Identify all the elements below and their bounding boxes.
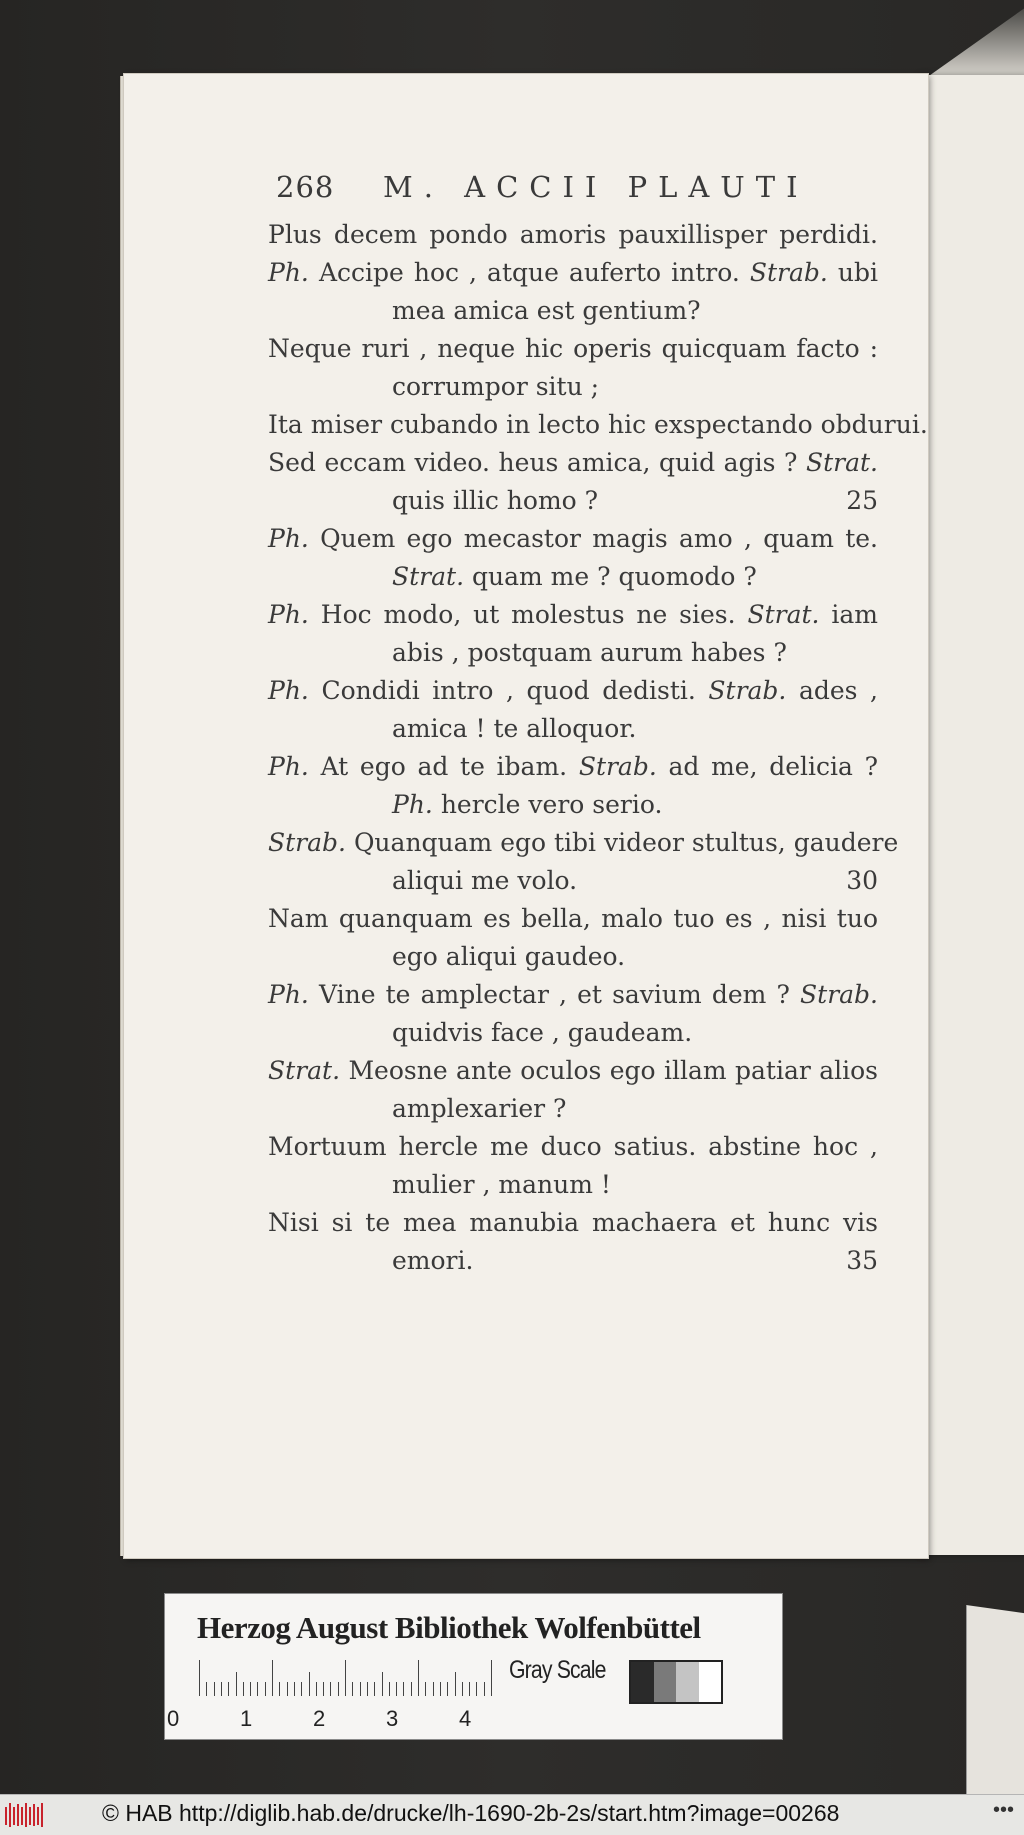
page-header — [276, 170, 876, 210]
ruler-tick — [221, 1682, 222, 1696]
running-head: M. ACCII PLAUTI — [383, 170, 809, 204]
gray-swatch — [676, 1662, 699, 1702]
line-text: amplexarier ? — [392, 1094, 567, 1123]
verse-number: 35 — [846, 1246, 878, 1275]
ruler-tick — [360, 1682, 361, 1696]
verse-number: 25 — [846, 486, 878, 515]
hab-logo-icon[interactable] — [4, 1801, 46, 1829]
ruler-tick — [418, 1660, 419, 1696]
line-text: quis illic homo ? — [392, 486, 599, 515]
ruler-number: 3 — [386, 1706, 399, 1731]
speaker-label: Strat. — [805, 448, 878, 477]
line-text: ades , — [798, 676, 878, 705]
verse-line — [268, 714, 878, 752]
verse-line — [268, 1094, 878, 1132]
ruler-tick — [476, 1682, 477, 1696]
ruler-tick — [257, 1682, 258, 1696]
verse-line — [268, 638, 878, 676]
verse-line — [268, 410, 928, 448]
ruler-tick — [294, 1682, 295, 1696]
speaker-label: Strab. — [268, 828, 346, 857]
verse-line — [268, 486, 878, 524]
ruler-tick — [250, 1682, 251, 1696]
speaker-label: Strab. — [749, 258, 828, 287]
verse-line — [268, 904, 878, 942]
verse-line — [268, 828, 899, 866]
line-text: Accipe hoc , atque auferto intro. — [318, 258, 740, 287]
speaker-label: Strab. — [800, 980, 878, 1009]
ruler-tick — [389, 1682, 390, 1696]
verse-line — [268, 562, 878, 600]
speaker-label: Strat. — [747, 600, 820, 629]
ruler-tick — [396, 1682, 397, 1696]
next-page-top — [926, 0, 1024, 78]
line-text: Quem ego mecastor magis amo , quam te. — [320, 524, 878, 553]
verse-line — [268, 790, 878, 828]
verse-line — [268, 1132, 878, 1170]
ruler — [199, 1660, 491, 1696]
scale-card — [164, 1593, 783, 1740]
ruler-tick — [236, 1672, 237, 1696]
gray-scale-label: Gray Scale — [509, 1656, 606, 1684]
ruler-tick — [309, 1672, 310, 1696]
copyright-link[interactable]: © HAB http://diglib.hab.de/drucke/lh-1690-2b-2s/start.htm?image=00268 — [102, 1800, 840, 1826]
page-number: 268 — [276, 170, 335, 204]
line-text: Mortuum hercle me duco satius. abstine hoc , — [268, 1132, 878, 1161]
verse-line — [268, 524, 878, 562]
ruler-tick — [272, 1660, 273, 1696]
verse-line — [268, 752, 878, 790]
ruler-tick — [491, 1660, 492, 1696]
speaker-label: Ph. — [268, 980, 309, 1009]
line-text: Condidi intro , quod dedisti. — [321, 676, 696, 705]
ruler-tick — [411, 1682, 412, 1696]
verse-number: 30 — [846, 866, 878, 895]
footer-bar — [0, 1794, 1024, 1835]
line-text: mea amica est gentium? — [392, 296, 701, 325]
ruler-tick — [440, 1682, 441, 1696]
speaker-label: Strat. — [268, 1056, 341, 1085]
speaker-label: Ph. — [392, 790, 433, 819]
line-text: Meosne ante oculos ego illam patiar alios — [348, 1056, 878, 1085]
ruler-tick — [199, 1660, 200, 1696]
verse-line — [268, 220, 878, 258]
verse-line — [268, 980, 878, 1018]
line-text: Ita miser cubando in lecto hic exspectando obdurui. — [268, 410, 928, 439]
line-text: abis , postquam aurum habes ? — [392, 638, 787, 667]
line-text: At ego ad te ibam. — [320, 752, 568, 781]
ruler-tick — [316, 1682, 317, 1696]
verse-line — [268, 296, 878, 334]
next-page — [922, 75, 1024, 1555]
ruler-tick — [279, 1682, 280, 1696]
line-text: ubi — [837, 258, 878, 287]
line-text: quidvis face , gaudeam. — [392, 1018, 693, 1047]
line-text: ego aliqui gaudeo. — [392, 942, 626, 971]
verse-line — [268, 1246, 878, 1284]
ruler-tick — [382, 1672, 383, 1696]
shelf-label — [966, 1605, 1024, 1794]
line-text: Neque ruri , neque hic operis quicquam facto : — [268, 334, 878, 363]
gray-swatch — [631, 1662, 654, 1702]
speaker-label: Ph. — [268, 676, 309, 705]
ruler-tick — [214, 1682, 215, 1696]
verse-line — [268, 1018, 878, 1056]
ruler-tick — [345, 1660, 346, 1696]
line-text: aliqui me volo. — [392, 866, 578, 895]
ruler-tick — [367, 1682, 368, 1696]
line-text: mulier , manum ! — [392, 1170, 611, 1199]
ruler-tick — [323, 1682, 324, 1696]
ruler-number: 0 — [167, 1706, 180, 1731]
ruler-number: 1 — [240, 1706, 253, 1731]
ruler-number: 4 — [459, 1706, 472, 1731]
line-text: emori. — [392, 1246, 474, 1275]
line-text: corrumpor situ ; — [392, 372, 600, 401]
ruler-tick — [462, 1682, 463, 1696]
ruler-tick — [265, 1682, 266, 1696]
ruler-tick — [330, 1682, 331, 1696]
verse-line — [268, 1208, 878, 1246]
line-text: hercle vero serio. — [440, 790, 663, 819]
library-name: Herzog August Bibliothek Wolfenbüttel — [197, 1610, 701, 1645]
ruler-tick — [228, 1682, 229, 1696]
line-text: Plus decem pondo amoris pauxillisper perdidi. — [268, 220, 878, 249]
ruler-tick — [301, 1682, 302, 1696]
verse-line — [268, 258, 878, 296]
line-text: Vine te amplectar , et savium dem ? — [319, 980, 790, 1009]
verse-line — [268, 676, 878, 714]
gray-scale — [629, 1660, 723, 1704]
verse-line — [268, 334, 878, 372]
ruler-number: 2 — [313, 1706, 326, 1731]
ruler-tick — [425, 1682, 426, 1696]
line-text: Nisi si te mea manubia machaera et hunc vis — [268, 1208, 878, 1237]
verse-line — [268, 1056, 878, 1094]
verse-text — [268, 220, 928, 1284]
verse-line — [268, 1170, 878, 1208]
line-text: amica ! te alloquor. — [392, 714, 637, 743]
verse-line — [268, 866, 878, 904]
ruler-tick — [455, 1672, 456, 1696]
verse-line — [268, 600, 878, 638]
ruler-tick — [469, 1682, 470, 1696]
line-text: ad me, delicia ? — [668, 752, 878, 781]
speaker-label: Strat. — [392, 562, 465, 591]
speaker-label: Ph. — [268, 524, 309, 553]
verse-line — [268, 448, 878, 486]
ruler-tick — [206, 1682, 207, 1696]
ruler-tick — [447, 1682, 448, 1696]
gray-swatch — [699, 1662, 722, 1702]
line-text: Hoc modo, ut molestus ne sies. — [320, 600, 736, 629]
line-text: quam me ? quomodo ? — [471, 562, 757, 591]
line-text: Sed eccam video. heus amica, quid agis ? — [268, 448, 798, 477]
ruler-tick — [374, 1682, 375, 1696]
line-text: Nam quanquam es bella, malo tuo es , nisi tuo — [268, 904, 878, 933]
ruler-tick — [287, 1682, 288, 1696]
ruler-tick — [433, 1682, 434, 1696]
ruler-tick — [403, 1682, 404, 1696]
ruler-tick — [484, 1682, 485, 1696]
gray-swatch — [654, 1662, 677, 1702]
speaker-label: Ph. — [268, 600, 309, 629]
more-icon[interactable]: ••• — [992, 1799, 1014, 1821]
verse-line — [268, 942, 878, 980]
speaker-label: Ph. — [268, 752, 309, 781]
speaker-label: Ph. — [268, 258, 309, 287]
ruler-tick — [243, 1682, 244, 1696]
ruler-tick — [352, 1682, 353, 1696]
speaker-label: Strab. — [708, 676, 787, 705]
speaker-label: Strab. — [578, 752, 657, 781]
line-text: iam — [831, 600, 878, 629]
verse-line — [268, 372, 878, 410]
ruler-tick — [338, 1682, 339, 1696]
line-text: Quanquam ego tibi videor stultus, gaudere — [353, 828, 899, 857]
